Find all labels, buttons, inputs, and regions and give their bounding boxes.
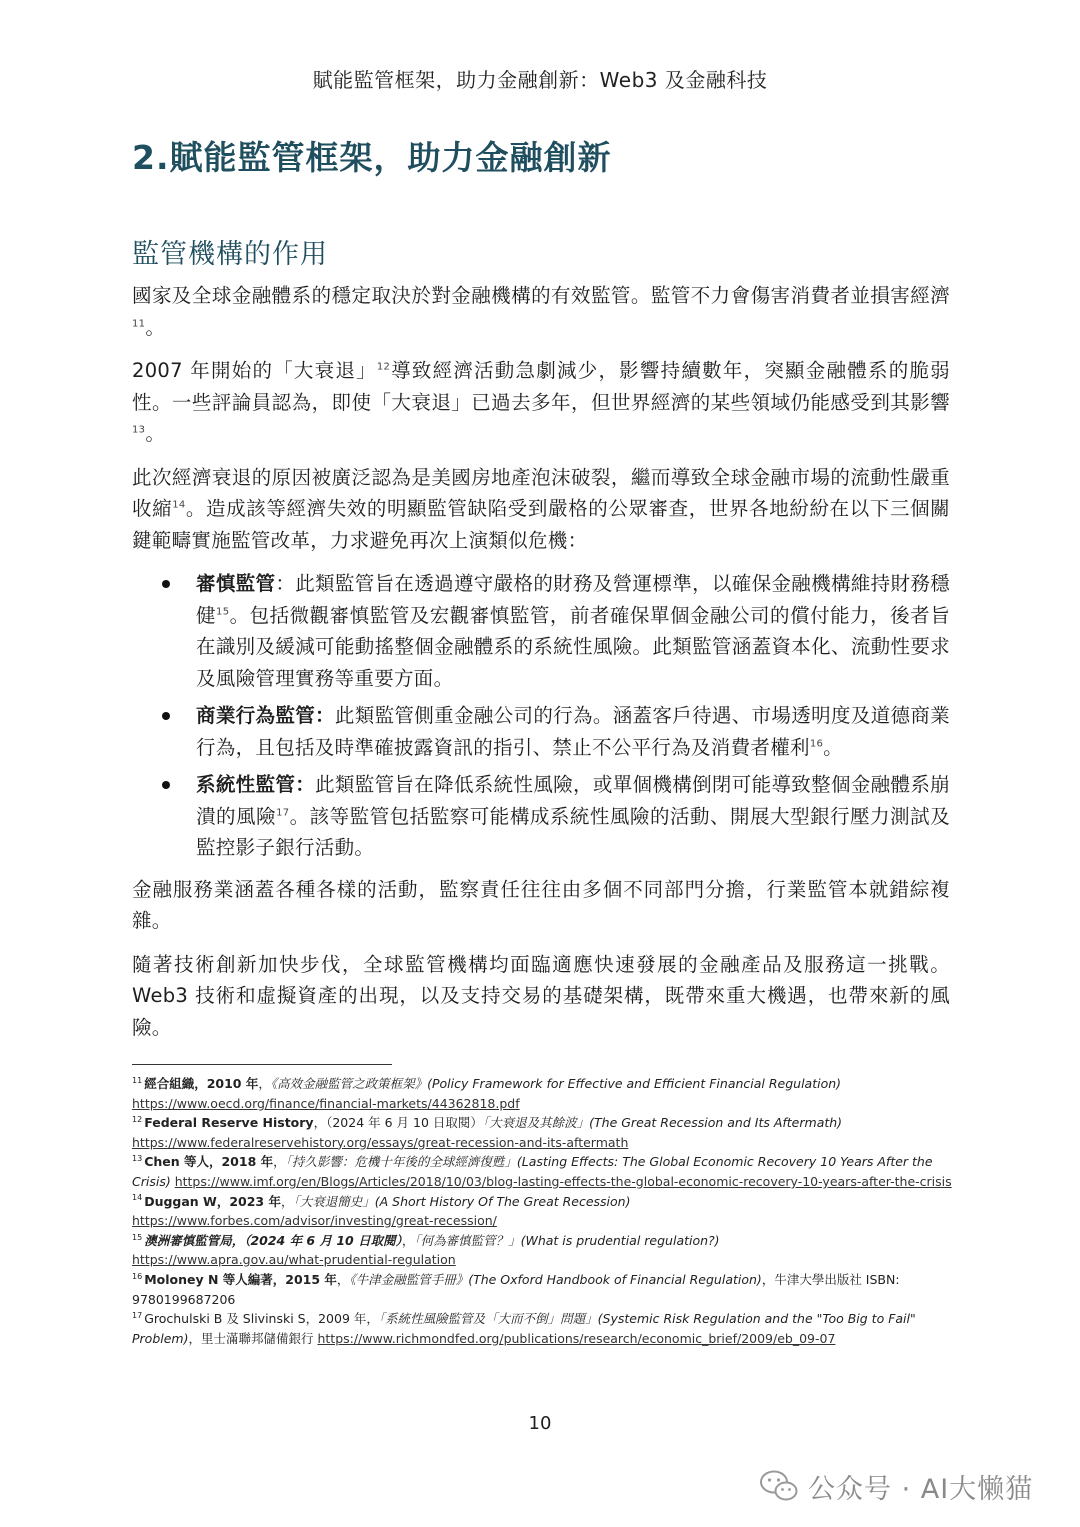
footnote-sep: ， bbox=[336, 1271, 350, 1287]
footnote-author: 澳洲審慎監管局，（2024 年 6 月 10 日取閱） bbox=[144, 1232, 402, 1248]
footnote-sep: ， bbox=[401, 1232, 415, 1248]
paragraph-text: 。造成該等經濟失效的明顯監管缺陷受到嚴格的公眾審查，世界各地紛紛在以下三個關鍵範疇實施監管改革，力求避免再次上演類似危機： bbox=[132, 497, 950, 552]
footnote-ref[interactable]: 14 bbox=[172, 499, 186, 511]
footnote-title: 「何為審慎監管？」(What is prudential regulation?) bbox=[414, 1232, 720, 1248]
footnote-number: 12 bbox=[132, 1115, 143, 1125]
footnote-item bbox=[132, 1074, 954, 1113]
watermark-text: 公众号 · AI大懒猫 bbox=[808, 1473, 1034, 1505]
footnote-sep: ， bbox=[280, 1193, 294, 1209]
bullet-term: 商業行為監管： bbox=[196, 704, 335, 727]
footnote-number: 14 bbox=[132, 1193, 143, 1203]
footnote-author: Duggan W，2023 年 bbox=[144, 1193, 281, 1209]
footnote-number: 17 bbox=[132, 1310, 143, 1320]
footnote-author: Grochulski B 及 Slivinski S，2009 年 bbox=[144, 1311, 367, 1327]
footnote-ref[interactable]: 11 bbox=[132, 318, 146, 329]
footnote-number: 15 bbox=[132, 1232, 143, 1242]
footnote-ref[interactable]: 12 bbox=[376, 361, 391, 373]
paragraph-text: 2007 年開始的「大衰退」 bbox=[132, 359, 377, 382]
footnote-author: 經合組織，2010 年 bbox=[144, 1076, 259, 1091]
bullet-text: 。 bbox=[823, 735, 843, 759]
paragraph-2 bbox=[132, 355, 950, 450]
footnote-extra: ，里士滿聯邦儲備銀行 bbox=[188, 1330, 318, 1346]
bullet-dot-icon bbox=[162, 781, 170, 789]
footnote-sep: ，（2024 年 6 月 10 日取閱） bbox=[313, 1115, 483, 1131]
paragraph-text: 此次經濟衰退的原因被廣泛認為是美國房地產泡沫破裂，繼而導致全球金融市場的流動性嚴重收縮 bbox=[132, 465, 950, 520]
footnote-sep: ， bbox=[366, 1311, 379, 1327]
footnote-title: 「系統性風險監管及「大而不倒」問題」(Systemic Risk Regulation and the "Too Big to Fail" Problem) bbox=[132, 1311, 916, 1346]
bullet-item bbox=[132, 700, 950, 763]
chapter-title: 2.賦能監管框架，助力金融創新 bbox=[132, 138, 612, 177]
page-number: 10 bbox=[528, 1413, 552, 1434]
footnote-link[interactable]: https://www.imf.org/en/Blogs/Articles/2018/10/03/blog-lasting-effects-the-global-economic-recovery-10-years-after-the-crisis bbox=[174, 1173, 952, 1189]
bullet-text: 。該等監管包括監察可能構成系統性風險的活動、開展大型銀行壓力測試及監控影子銀行活動。 bbox=[196, 804, 950, 859]
bullet-item bbox=[132, 769, 950, 864]
wechat-icon bbox=[760, 1470, 798, 1502]
footnote-title: 《高效金融監管之政策框架》(Policy Framework for Effective and Efficient Financial Regulation) bbox=[270, 1076, 842, 1091]
footnote-link[interactable]: https://www.richmondfed.org/publications/research/economic_brief/2009/eb_09-07 bbox=[317, 1330, 836, 1346]
footnote-item bbox=[132, 1152, 954, 1191]
footnote-item bbox=[132, 1270, 954, 1309]
footnote-title: 「大衰退簡史」(A Short History Of The Great Recession) bbox=[293, 1193, 631, 1209]
paragraph-5: 隨著技術創新加快步伐，全球監管機構均面臨適應快速發展的金融產品及服務這一挑戰。Web3 技術和虛擬資產的出現，以及支持交易的基礎架構，既帶來重大機遇，也帶來新的風險。 bbox=[132, 952, 950, 1039]
footnote-number: 11 bbox=[132, 1075, 143, 1085]
footnote-title: 「大衰退及其餘波」(The Great Recession and Its Aftermath) bbox=[482, 1115, 843, 1131]
bullet-item bbox=[132, 568, 950, 694]
bullet-list bbox=[132, 568, 950, 864]
footnote-item bbox=[132, 1231, 954, 1270]
footnote-author: Moloney N 等人編著，2015 年 bbox=[144, 1271, 337, 1287]
bullet-text: 此類監管旨在降低系統性風險，或單個機構倒閉可能導致整個金融體系崩潰的風險 bbox=[196, 773, 950, 828]
section-title: 監管機構的作用 bbox=[132, 239, 328, 270]
body-text bbox=[132, 280, 950, 1055]
paragraph-text: 導致經濟活動急劇減少，影響持續數年，突顯金融體系的脆弱性。一些評論員認為，即使「大衰退」已過去多年，但世界經濟的某些領域仍能感受到其影響 bbox=[132, 359, 950, 414]
footnote-ref[interactable]: 15 bbox=[216, 606, 230, 617]
running-head: 賦能監管框架，助力金融創新：Web3 及金融科技 bbox=[312, 68, 768, 92]
bullet-dot-icon bbox=[162, 580, 170, 588]
footnote-number: 16 bbox=[132, 1271, 143, 1281]
footnote-divider bbox=[132, 1064, 392, 1065]
bullet-separator: ： bbox=[275, 572, 296, 595]
paragraph-text: 國家及全球金融體系的穩定取決於對金融機構的有效監管。監管不力會傷害消費者並損害經濟 bbox=[132, 284, 950, 307]
bullet-text: 。包括微觀審慎監管及宏觀審慎監管，前者確保單個金融公司的償付能力，後者旨在識別及緩減可能動搖整個金融體系的系統性風險。此類監管涵蓋資本化、流動性要求及風險管理實務等重要方面。 bbox=[196, 603, 950, 690]
footnote-item bbox=[132, 1192, 954, 1231]
footnote-link[interactable]: https://www.oecd.org/finance/financial-markets/44362818.pdf bbox=[132, 1095, 520, 1111]
footnotes bbox=[132, 1074, 954, 1348]
paragraph-1: 國家及全球金融體系的穩定取決於對金融機構的有效監管。監管不力會傷害消費者並損害經濟$^{11}$。 bbox=[132, 284, 950, 339]
watermark bbox=[760, 1466, 1033, 1506]
footnote-link[interactable]: https://www.forbes.com/advisor/investing/great-recession/ bbox=[132, 1213, 497, 1229]
footnote-title: 「持久影響：危機十年後的全球經濟復甦」(Lasting Effects: The Global Economic Recovery 10 Years After the Crisis) bbox=[132, 1154, 933, 1189]
footnote-title: 《牛津金融監管手冊》(The Oxford Handbook of Financial Regulation) bbox=[349, 1271, 762, 1287]
footnote-extra: ，牛津大學出版社 ISBN: 9780199687206 bbox=[132, 1271, 900, 1307]
paragraph-text: 。 bbox=[145, 422, 166, 445]
bullet-text: 此類監管旨在透過遵守嚴格的財務及營運標準，以確保金融機構維持財務穩健 bbox=[196, 572, 950, 627]
paragraph-4: 金融服務業涵蓋各種各樣的活動，監察責任往往由多個不同部門分擔，行業監管本就錯綜複雜。 bbox=[132, 877, 950, 932]
footnote-sep: ， bbox=[273, 1154, 286, 1170]
footnote-author: Federal Reserve History bbox=[144, 1115, 314, 1131]
bullet-text: 此類監管側重金融公司的行為。涵蓋客戶待遇、市場透明度及道德商業行為，且包括及時準確披露資訊的指引、禁止不公平行為及消費者權利 bbox=[196, 704, 950, 759]
footnote-author: Chen 等人，2018 年 bbox=[144, 1154, 274, 1170]
footnote-sep: ， bbox=[258, 1076, 271, 1091]
footnote-link[interactable]: https://www.apra.gov.au/what-prudential-regulation bbox=[132, 1252, 456, 1268]
footnote-number: 13 bbox=[132, 1154, 143, 1164]
footnote-item bbox=[132, 1309, 954, 1348]
paragraph-3 bbox=[132, 462, 950, 557]
bullet-term: 審慎監管 bbox=[196, 572, 276, 595]
footnote-ref[interactable]: 17 bbox=[276, 807, 290, 818]
footnote-ref[interactable]: 13 bbox=[132, 424, 146, 436]
bullet-dot-icon bbox=[162, 712, 170, 720]
footnote-item bbox=[132, 1113, 954, 1152]
bullet-term: 系統性監管： bbox=[196, 773, 316, 796]
footnote-ref[interactable]: 16 bbox=[809, 738, 824, 749]
footnote-link[interactable]: https://www.federalreservehistory.org/essays/great-recession-and-its-aftermath bbox=[132, 1134, 629, 1150]
